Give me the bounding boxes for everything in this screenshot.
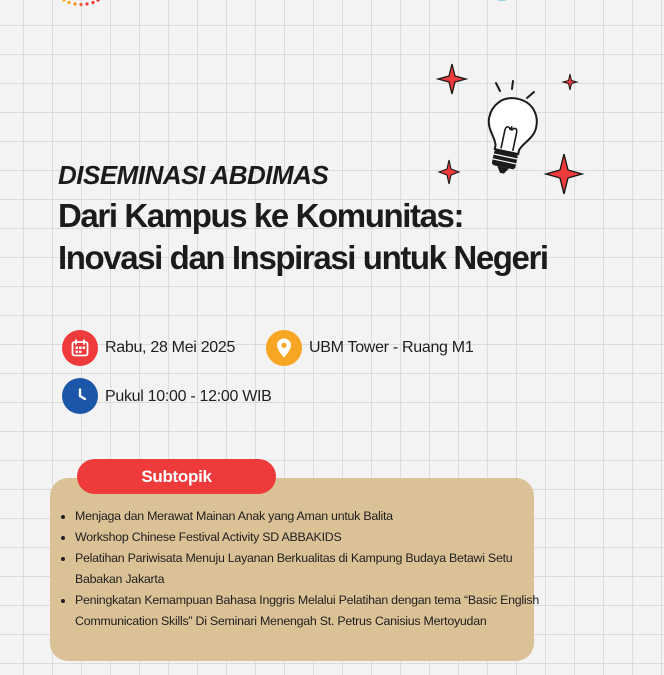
accreditation-text [336,0,472,1]
subtopic-item: • Menjaga dan Merawat Mainan Anak yang Aman untuk Balita [75,506,545,527]
calendar-icon [62,330,98,366]
subtopic-item: • Pelatihan Pariwisata Menuju Layanan Berkualitas di Kampung Budaya Betawi Setu Babakan Jakarta [75,548,545,590]
event-location: UBM Tower - Ruang M1 [309,339,474,356]
map-pin-icon [266,330,302,366]
subtopic-item: • Peningkatan Kemampuan Bahasa Inggris Melalui Pelatihan dengan tema “Basic English Communication Skills” Di Seminari Menengah St. Petrus Canisius Mertoyudan [75,590,545,632]
clock-icon [62,378,98,414]
lightbulb-decoration [430,60,590,210]
event-time: Pukul 10:00 - 12:00 WIB [105,388,272,405]
event-title-line-2: Inovasi dan Inspirasi untuk Negeri [58,239,548,276]
event-title-line-1: Dari Kampus ke Komunitas: [58,197,464,234]
lightbulb-icon [430,60,590,210]
event-eyebrow: DISEMINASI ABDIMAS [58,160,329,190]
accreditation-logo [336,0,472,8]
event-date: Rabu, 28 Mei 2025 [105,339,236,356]
partner-logo-left [60,0,112,14]
subtopic-list [60,506,545,632]
subtopic-item: • Workshop Chinese Festival Activity SD ABBAKIDS [75,527,545,548]
subtopic-label: Subtopik [77,459,276,494]
partner-logo-right [478,0,526,6]
